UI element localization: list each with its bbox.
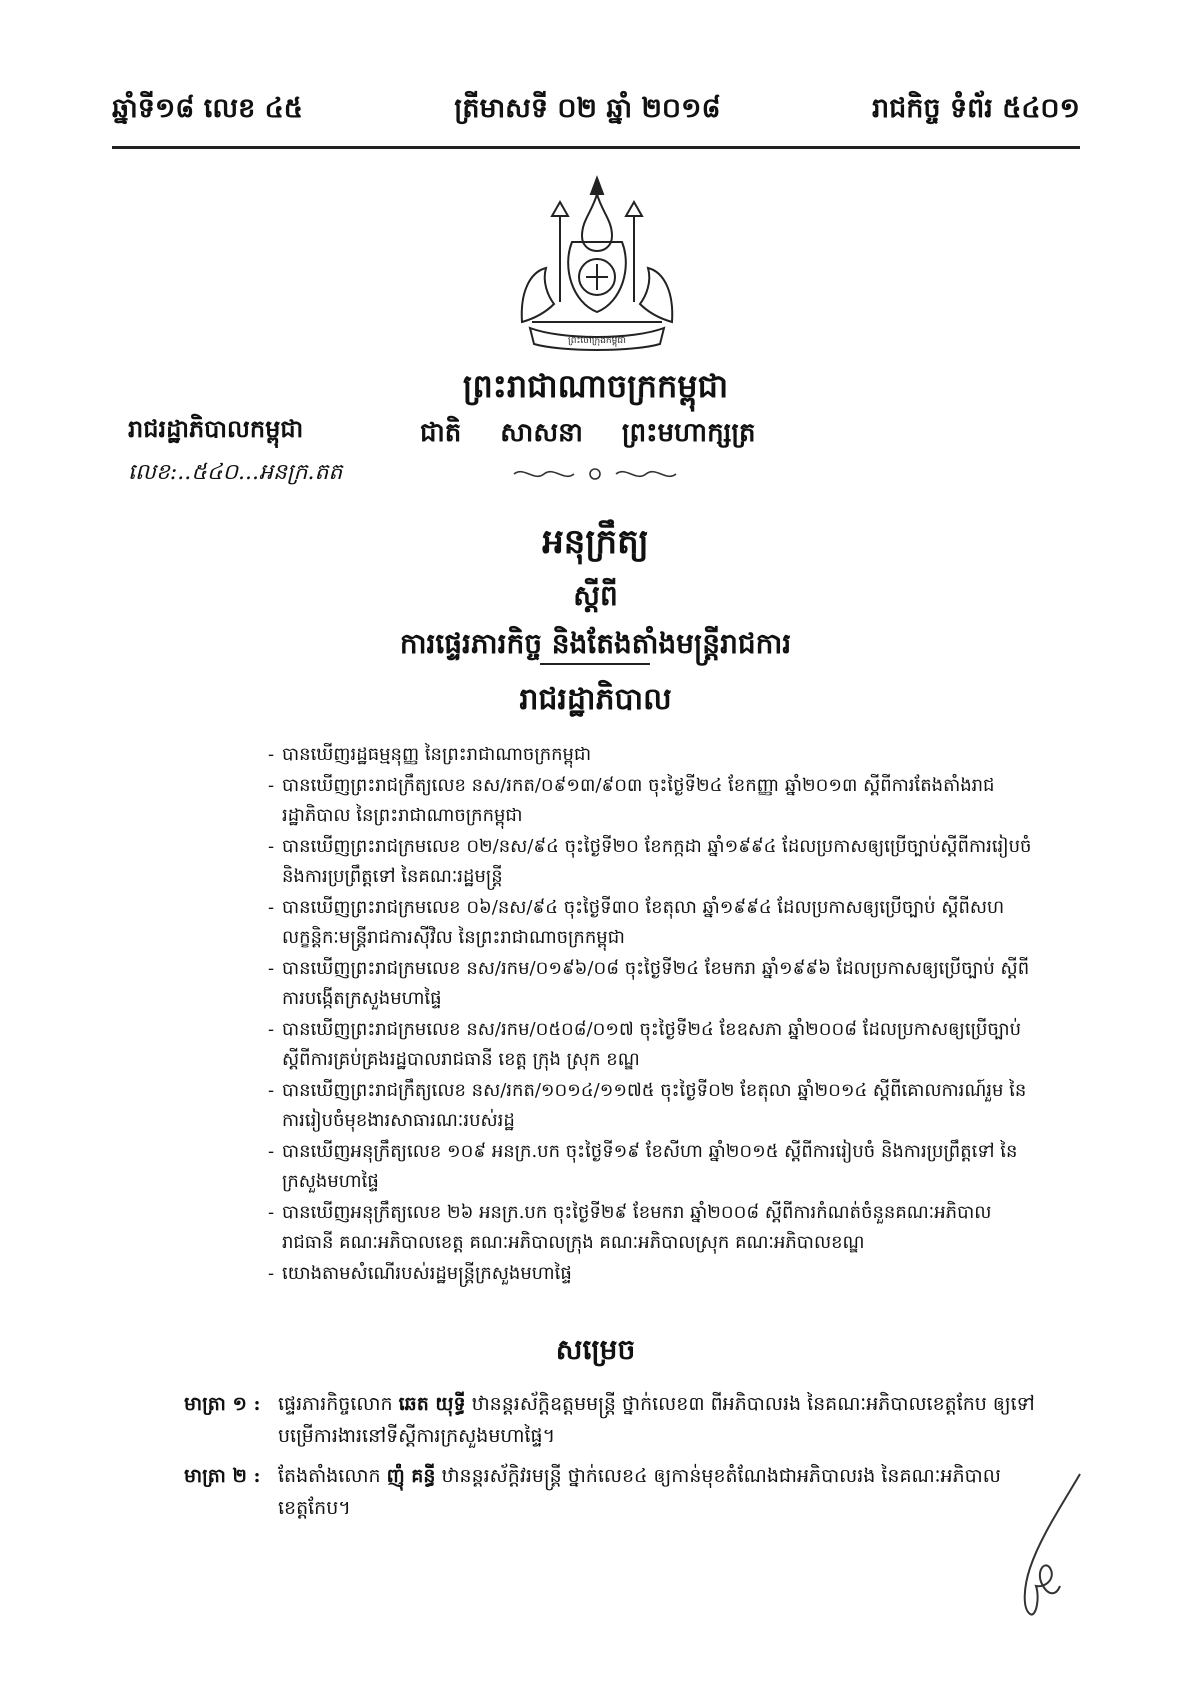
- royal-coat-of-arms-icon: [502, 172, 692, 354]
- gazette-page: រាជកិច្ច ទំព័រ ៥៤០១: [872, 93, 1080, 124]
- official-name: ឆេត យុទ្ធី: [398, 1393, 466, 1415]
- list-item: - បានឃើញព្រះរាជក្រឹត្យលេខ នស/រកត/០៩១៣/៩០៣ ចុះថ្ងៃទី២៤ ខែកញ្ញា ឆ្នាំ២០១៣ ស្ដីពីការតែងតាំងរាជរដ្ឋាភិបាល នៃព្រះរាជាណាចក្រកម្ពុជា: [268, 771, 1038, 831]
- signature-icon: [1000, 1468, 1090, 1618]
- gazette-header: [112, 92, 1080, 131]
- list-item: - បានឃើញព្រះរាជក្រមលេខ ០៦/នស/៩៤ ចុះថ្ងៃទី៣០ ខែតុលា ឆ្នាំ១៩៩៤ ដែលប្រកាសឲ្យប្រើច្បាប់ ស្ដីពីសហលក្ខន្តិកៈមន្ត្រីរាជការស៊ីវិល នៃព្រះរាជាណាចក្រកម្ពុជា: [268, 893, 1038, 953]
- list-item: - បានឃើញព្រះរាជក្រមលេខ ០២/នស/៩៤ ចុះថ្ងៃទី២០ ខែកក្កដា ឆ្នាំ១៩៩៤ ដែលប្រកាសឲ្យប្រើច្បាប់ស្ដីពីការរៀបចំ និងការប្រព្រឹត្តទៅ នៃគណៈរដ្ឋមន្ត្រី: [268, 832, 1038, 892]
- svg-text:ព្រះចៅក្រុងកម្ពុជា: ព្រះចៅក្រុងកម្ពុជា: [568, 336, 626, 346]
- official-name: ញ៉ុំ គន្ធី: [386, 1465, 436, 1487]
- articles-section: [184, 1388, 1044, 1532]
- list-item: - បានឃើញព្រះរាជក្រមលេខ នស/រកម/០១៩៦/០៨ ចុះថ្ងៃទី២៤ ខែមករា ឆ្នាំ១៩៩៦ ដែលប្រកាសឲ្យប្រើច្បាប់ ស្ដីពីការបង្កើតក្រសួងមហាផ្ទៃ: [268, 954, 1038, 1014]
- issuer-name: រាជរដ្ឋាភិបាលកម្ពុជា: [128, 414, 304, 443]
- gazette-issue: ឆ្នាំទី១៨ លេខ ៤៥: [112, 93, 303, 124]
- article-text: តែងតាំងលោក ញ៉ុំ គន្ធី ឋានន្តរស័ក្តិវរមន្ត្រី ថ្នាក់លេខ៤ ឲ្យកាន់មុខតំណែងជាអភិបាលរង នៃគណៈអភិបាលខេត្តកែប។: [278, 1465, 1001, 1519]
- about-label: ស្ដីពី: [573, 579, 618, 612]
- list-item: - បានឃើញអនុក្រឹត្យលេខ ២៦ អនក្រ.បក ចុះថ្ងៃទី២៩ ខែមករា ឆ្នាំ២០០៨ ស្ដីពីការកំណត់ចំនួនគណៈអភិបាលរាជធានី គណៈអភិបាលខេត្ត គណៈអភិបាលក្រុង គណៈអភិបាលស្រុក គណៈអភិបាលខណ្ឌ: [268, 1198, 1038, 1258]
- ornament-divider-icon: [510, 464, 680, 484]
- document-type-title: អនុក្រឹត្យ: [542, 522, 649, 562]
- kingdom-name: ព្រះរាជាណាចក្រកម្ពុជា: [462, 367, 729, 405]
- issuing-body: រាជរដ្ឋាភិបាល: [519, 682, 672, 717]
- list-item: - បានឃើញព្រះរាជក្រឹត្យលេខ នស/រកត/១០១៤/១១៧៥ ចុះថ្ងៃទី០២ ខែតុលា ឆ្នាំ២០១៤ ស្ដីពីគោលការណ៍រួម នៃការរៀបចំមុខងារសាធារណៈរបស់រដ្ឋ: [268, 1076, 1038, 1136]
- article-1: [184, 1388, 1044, 1452]
- national-motto: ជាតិ សាសនា ព្រះមហាក្សត្រ: [420, 418, 756, 448]
- decision-heading: សម្រេច: [555, 1333, 636, 1366]
- list-item: - យោងតាមសំណើរបស់រដ្ឋមន្ត្រីក្រសួងមហាផ្ទៃ: [268, 1259, 1038, 1289]
- article-label: មាត្រា ២ :: [184, 1465, 261, 1487]
- article-text: ផ្ទេរភារកិច្ចលោក ឆេត យុទ្ធី ឋានន្តរស័ក្តិឧត្តមមន្ត្រី ថ្នាក់លេខ៣ ពីអភិបាលរង នៃគណៈអភិបាលខេត្តកែប ឲ្យទៅបម្រើការងារនៅទីស្ដីការក្រសួងមហាផ្ទៃ។: [278, 1393, 1035, 1447]
- list-item: - បានឃើញព្រះរាជក្រមលេខ នស/រកម/០៥០៨/០១៧ ចុះថ្ងៃទី២៤ ខែឧសភា ឆ្នាំ២០០៨ ដែលប្រកាសឲ្យប្រើច្បាប់ ស្ដីពីការគ្រប់គ្រងរដ្ឋបាលរាជធានី ខេត្ត ក្រុង ស្រុក ខណ្ឌ: [268, 1015, 1038, 1075]
- header-divider: [112, 146, 1080, 149]
- subject-underline: [540, 663, 650, 665]
- document-subject: ការផ្ទេរភារកិច្ច និងតែងតាំងមន្ត្រីរាជការ: [399, 627, 792, 660]
- legal-basis-list: [268, 740, 1038, 1290]
- article-label: មាត្រា ១ :: [184, 1393, 261, 1415]
- list-item: - បានឃើញរដ្ឋធម្មនុញ្ញ នៃព្រះរាជាណាចក្រកម្ពុជា: [268, 740, 1038, 770]
- list-item: - បានឃើញអនុក្រឹត្យលេខ ១០៩ អនក្រ.បក ចុះថ្ងៃទី១៩ ខែសីហា ឆ្នាំ២០១៥ ស្ដីពីការរៀបចំ និងការប្រព្រឹត្តទៅ នៃក្រសួងមហាផ្ទៃ: [268, 1137, 1038, 1197]
- gazette-date: ត្រីមាសទី ០២ ឆ្នាំ ២០១៨: [454, 93, 721, 124]
- reference-number: លេខ:..៥៤០...អនក្រ.តត: [128, 460, 343, 485]
- article-2: [184, 1460, 1044, 1524]
